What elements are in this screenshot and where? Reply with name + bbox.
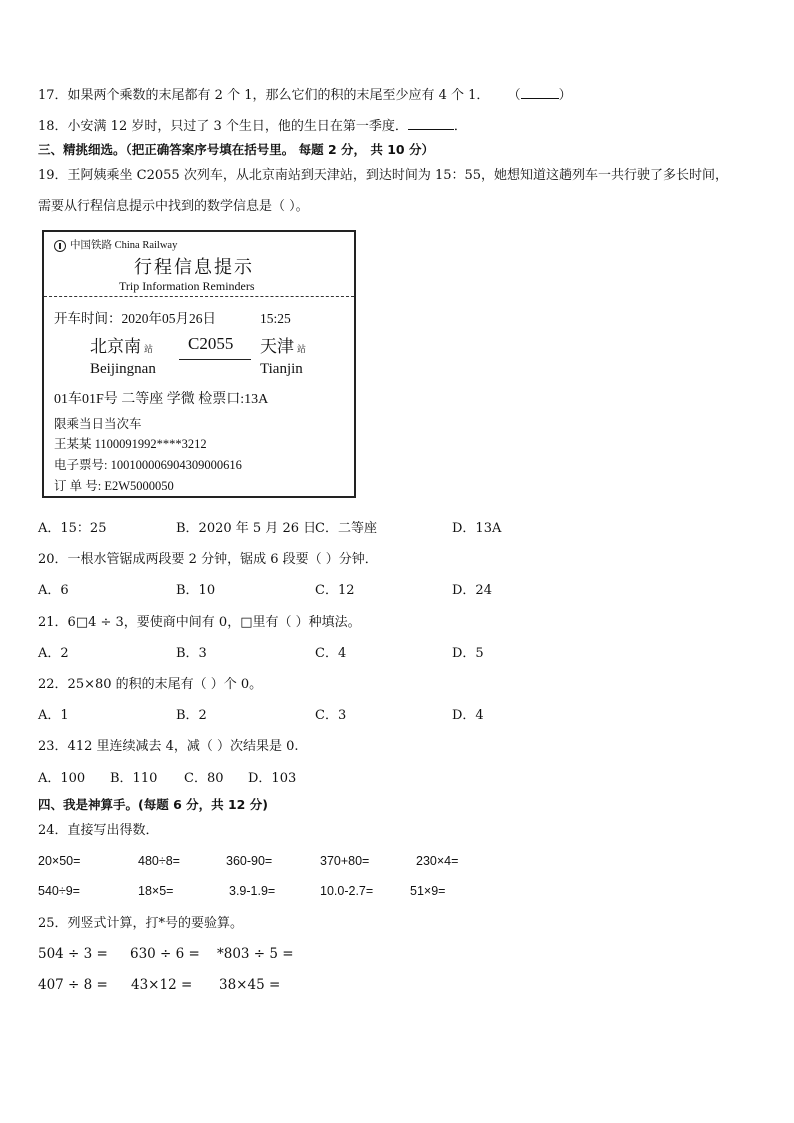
question-17: 17．如果两个乘数的末尾都有 2 个 1，那么它们的积的末尾至少应有 4 个 1． （ ） bbox=[38, 88, 572, 103]
calc-item: 20×50= bbox=[38, 854, 81, 868]
question-23-text: 23．412 里连续减去 4，减（ ）次结果是 0. bbox=[38, 739, 299, 754]
question-22-text: 22．25×80 的积的末尾有（ ）个 0。 bbox=[38, 677, 263, 692]
option-d[interactable]: D．24 bbox=[452, 583, 492, 598]
option-d[interactable]: D．5 bbox=[452, 646, 484, 661]
answer-blank-17[interactable] bbox=[521, 86, 559, 99]
option-c[interactable]: C．80 bbox=[184, 771, 224, 786]
calc-item: 540÷9= bbox=[38, 884, 80, 898]
option-a[interactable]: A．6 bbox=[38, 583, 69, 598]
question-19-line-2: 需要从行程信息提示中找到的数学信息是（ ）。 bbox=[38, 199, 309, 214]
ticket-seat-info: 01车01F号 二等座 学微 检票口:13A bbox=[54, 392, 269, 407]
answer-blank-18[interactable] bbox=[408, 117, 454, 130]
question-20-text: 20．一根水管锯成两段要 2 分钟，锯成 6 段要（ ）分钟． bbox=[38, 552, 378, 567]
calc-item: 51×9= bbox=[410, 884, 446, 898]
ticket-divider bbox=[44, 296, 354, 297]
question-17-text: 17．如果两个乘数的末尾都有 2 个 1，那么它们的积的末尾至少应有 4 个 1． bbox=[38, 88, 490, 103]
ticket-from-station: 北京南 站 bbox=[90, 337, 154, 356]
option-c[interactable]: C．3 bbox=[315, 708, 347, 723]
question-24-text: 24．直接写出得数． bbox=[38, 823, 159, 838]
vertical-calc-item: 38×45 = bbox=[219, 977, 281, 993]
section-3-heading: 三、精挑细选。（把正确答案序号填在括号里。 每题 2 分， 共 10 分） bbox=[38, 142, 434, 157]
vertical-calc-item: 504 ÷ 3 = bbox=[38, 946, 108, 962]
question-25-text: 25．列竖式计算，打*号的要验算。 bbox=[38, 916, 244, 931]
question-19-line-1: 19．王阿姨乘坐 C2055 次列车，从北京南站到天津站，到达时间为 15：55，她想知道这趟列车一共行驶了多长时间， bbox=[38, 168, 729, 183]
ticket-to-station-en: Tianjin bbox=[260, 361, 303, 377]
ticket-eticket-number: 电子票号: 10010000690430900061​6 bbox=[54, 458, 242, 472]
vertical-calc-item: 407 ÷ 8 = bbox=[38, 977, 108, 993]
calc-item: 370+80= bbox=[320, 854, 370, 868]
option-c[interactable]: C．二等座 bbox=[315, 521, 377, 536]
option-a[interactable]: A．1 bbox=[38, 708, 69, 723]
option-a[interactable]: A．2 bbox=[38, 646, 69, 661]
ticket-passenger: 王某某 1100091992****3212 bbox=[54, 437, 207, 451]
ticket-title-en: Trip Information Reminders bbox=[119, 279, 255, 293]
calc-item: 230×4= bbox=[416, 854, 459, 868]
ticket-brand: 中国铁路 China Railway bbox=[70, 240, 178, 251]
ticket-restriction: 限乘当日当次车 bbox=[54, 417, 142, 431]
ticket-train-underline bbox=[179, 359, 251, 360]
section-4-heading: 四、我是神算手。(每题 6 分，共 12 分) bbox=[38, 797, 268, 812]
vertical-calc-item: *803 ÷ 5 = bbox=[217, 946, 294, 962]
trip-info-ticket bbox=[42, 230, 356, 498]
question-18: 18．小安满 12 岁时，只过了 3 个生日，他的生日在第一季度． ． bbox=[38, 119, 467, 134]
ticket-depart-time: 15:25 bbox=[260, 311, 291, 326]
option-b[interactable]: B．2020 年 5 月 26 日 bbox=[176, 521, 317, 536]
option-b[interactable]: B．10 bbox=[176, 583, 216, 598]
calc-item: 360-90= bbox=[226, 854, 273, 868]
vertical-calc-item: 43×12 = bbox=[131, 977, 193, 993]
ticket-train-number: C2055 bbox=[188, 334, 234, 353]
option-a[interactable]: A．15：25 bbox=[38, 521, 107, 536]
ticket-to-station: 天津 站 bbox=[260, 337, 307, 356]
option-c[interactable]: C．12 bbox=[315, 583, 355, 598]
question-18-text: 18．小安满 12 岁时，只过了 3 个生日，他的生日在第一季度． bbox=[38, 119, 408, 134]
question-21-text: 21．6□4 ÷ 3，要使商中间有 0，□里有（ ）种填法。 bbox=[38, 615, 361, 630]
calc-item: 3.9-1.9= bbox=[229, 884, 276, 898]
ticket-depart-date: 开车时间：2020年05月26日 bbox=[54, 311, 216, 326]
option-d[interactable]: D．13A bbox=[452, 521, 502, 536]
china-railway-logo-icon bbox=[54, 240, 66, 252]
option-d[interactable]: D．4 bbox=[452, 708, 484, 723]
option-a[interactable]: A．100 bbox=[38, 771, 86, 786]
option-c[interactable]: C．4 bbox=[315, 646, 347, 661]
option-b[interactable]: B．2 bbox=[176, 708, 207, 723]
calc-item: 18×5= bbox=[138, 884, 174, 898]
option-d[interactable]: D．103 bbox=[248, 771, 297, 786]
option-b[interactable]: B．3 bbox=[176, 646, 207, 661]
calc-item: 480÷8= bbox=[138, 854, 180, 868]
ticket-title-cn: 行程信息提示 bbox=[134, 257, 254, 277]
calc-item: 10.0-2.7= bbox=[320, 884, 374, 898]
ticket-order-number: 订 单 号: E2W5000050 bbox=[54, 479, 174, 493]
ticket-from-station-en: Beijingnan bbox=[90, 361, 156, 377]
option-b[interactable]: B．110 bbox=[110, 771, 158, 786]
vertical-calc-item: 630 ÷ 6 = bbox=[130, 946, 200, 962]
